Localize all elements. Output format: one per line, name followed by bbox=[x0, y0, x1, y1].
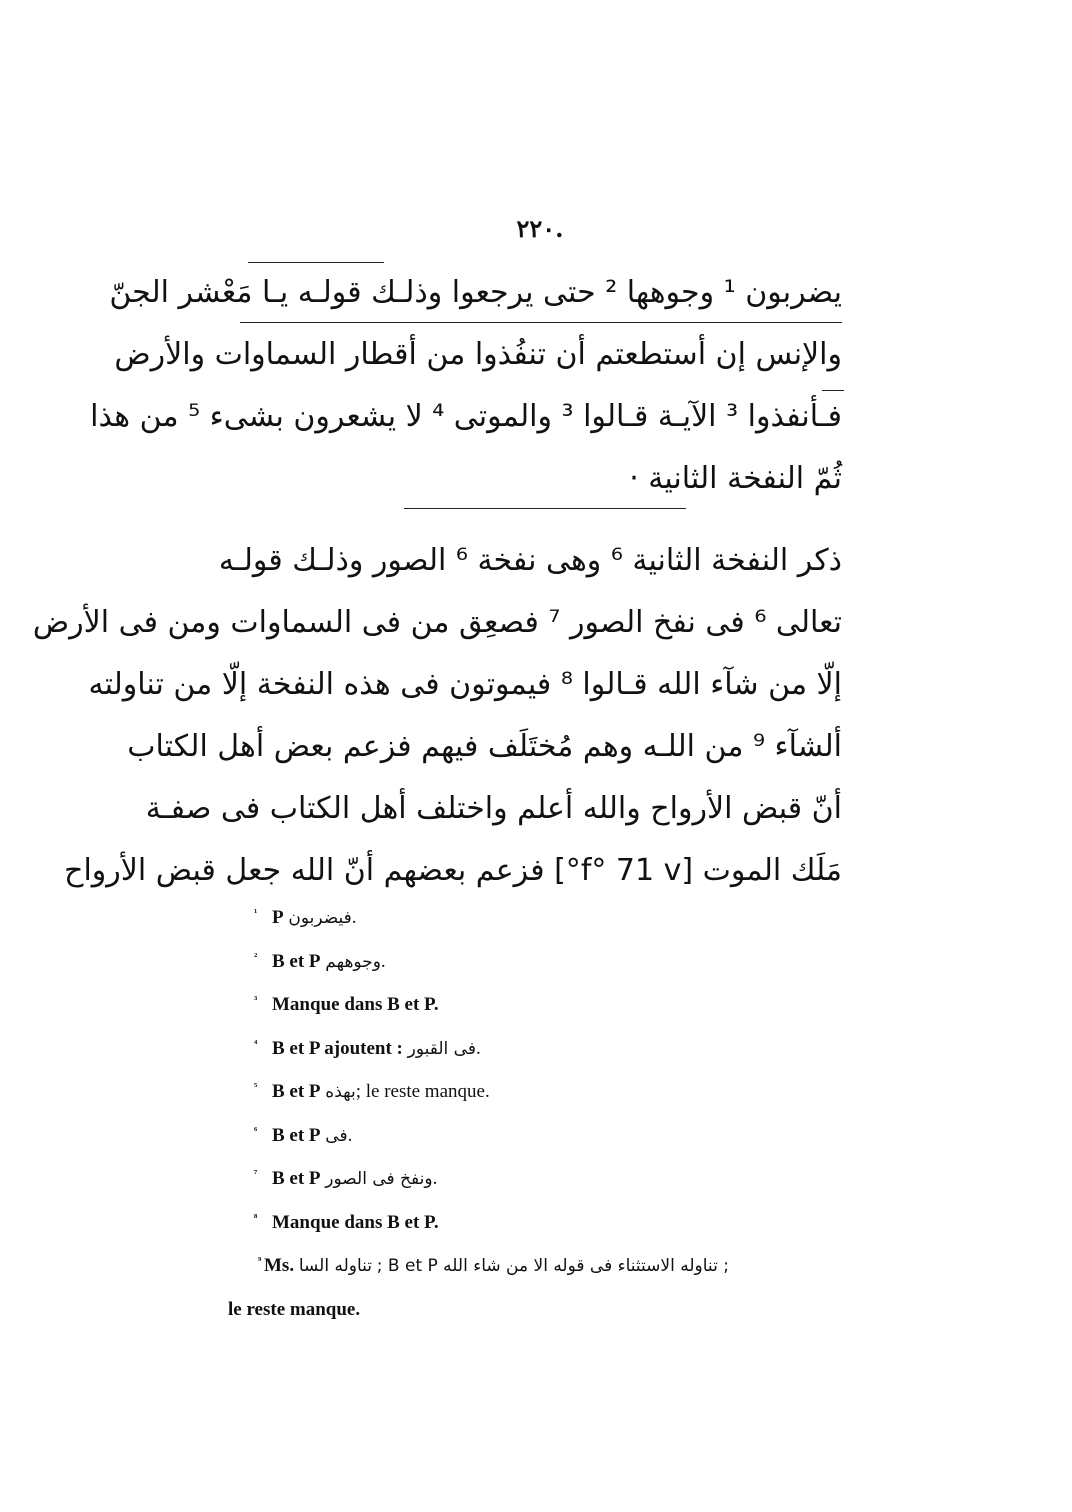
footnote-tail: . bbox=[347, 1124, 353, 1146]
footnotes bbox=[228, 896, 848, 1331]
text-line: أنّ قبض الأرواح والله أعلم واختلف أهل الكتاب فى صفـة bbox=[145, 791, 842, 826]
footnote bbox=[228, 1244, 848, 1288]
footnote-arabic: فى القبور bbox=[407, 1038, 476, 1059]
footnote bbox=[228, 983, 848, 1027]
footnote-arabic: فى bbox=[325, 1125, 348, 1146]
footnote-text: Manque dans B et P. bbox=[272, 994, 439, 1015]
footnote-number: ³ bbox=[254, 994, 258, 1006]
footnote-tail: . bbox=[351, 907, 357, 928]
footnote bbox=[228, 1157, 848, 1201]
page-number: ٢٢٠. bbox=[516, 214, 564, 243]
footnote-number: ⁸ bbox=[254, 1211, 258, 1224]
text-line: ذكر النفخة الثانية ⁶ وهى نفخة ⁶ الصور وذلـك قولـه bbox=[218, 543, 842, 578]
footnote-label: Ms. bbox=[264, 1255, 295, 1276]
footnote-arabic: ونفخ فى الصور bbox=[325, 1169, 433, 1189]
footnote-tail: . bbox=[380, 950, 386, 972]
footnote bbox=[228, 1027, 848, 1071]
footnote-arabic: فيضربون bbox=[288, 908, 352, 928]
footnote-continuation: le reste manque. bbox=[228, 1298, 361, 1320]
footnote-number: ¹ bbox=[254, 907, 258, 919]
footnote-arabic: وجوههم bbox=[325, 951, 381, 972]
text-line: ألشآء ⁹ من اللـه وهم مُختَلَف فيهم فزعم بعض أهل الكتاب bbox=[127, 729, 842, 764]
text-line: فـأنفذوا ³ الآيـة قـالوا ³ والموتى ⁴ لا يشعرون بشىء ⁵ من هذا bbox=[90, 399, 842, 434]
footnote-tail: . bbox=[475, 1037, 481, 1059]
footnote-label: B et P bbox=[272, 1081, 321, 1102]
footnote-number: ⁷ bbox=[254, 1168, 258, 1180]
footnote bbox=[228, 1070, 848, 1114]
footnote bbox=[228, 896, 848, 940]
footnote-tail: ; B et P تناوله الاستثناء فى قوله الا من شاء الله ; bbox=[376, 1256, 729, 1276]
footnote bbox=[228, 1201, 848, 1245]
footnote-number: ⁵ bbox=[254, 1081, 258, 1093]
text-line: إلّا من شآء الله قـالوا ⁸ فيموتون فى هذه النفخة إلّا من تناولته bbox=[88, 667, 842, 702]
text-line: تعالى ⁶ فى نفخ الصور ⁷ فصعِق من فى السماوات ومن فى الأرض bbox=[32, 605, 842, 640]
footnote-arabic: تناوله السا bbox=[298, 1256, 373, 1276]
footnote bbox=[228, 940, 848, 984]
text-line: والإنس إن أستطعتم أن تنفُذوا من أقطار السماوات والأرض bbox=[114, 337, 842, 372]
footnote-arabic: بهذه bbox=[325, 1082, 356, 1102]
footnote-tail: . bbox=[432, 1168, 438, 1189]
text-line: يضربون ¹ وجوهها ² حتى يرجعوا وذلـك قولـه يـا مَعْشر الجنّ bbox=[109, 275, 842, 310]
footnote-number: ⁶ bbox=[254, 1124, 258, 1137]
footnote-number: ⁴ bbox=[254, 1037, 258, 1050]
footnote-label: B et P ajoutent : bbox=[272, 1037, 403, 1059]
footnote-text: Manque dans B et P. bbox=[272, 1211, 439, 1233]
footnote bbox=[228, 1114, 848, 1158]
text-line: مَلَك الموت [f° 71 v°] فزعم بعضهم أنّ الله جعل قبض الأرواح bbox=[64, 853, 842, 888]
footnote-label: P bbox=[272, 907, 284, 928]
footnote-label: B et P bbox=[272, 1168, 321, 1189]
footnote-label: B et P bbox=[272, 950, 321, 972]
footnote-number: ² bbox=[254, 950, 258, 963]
text-line: ثُمّ النفخة الثانية · bbox=[629, 461, 842, 496]
footnote-label: B et P bbox=[272, 1124, 321, 1146]
main-text bbox=[32, 262, 842, 902]
footnote-tail: ; le reste manque. bbox=[355, 1081, 490, 1102]
footnote-number: ⁹ bbox=[258, 1255, 262, 1267]
